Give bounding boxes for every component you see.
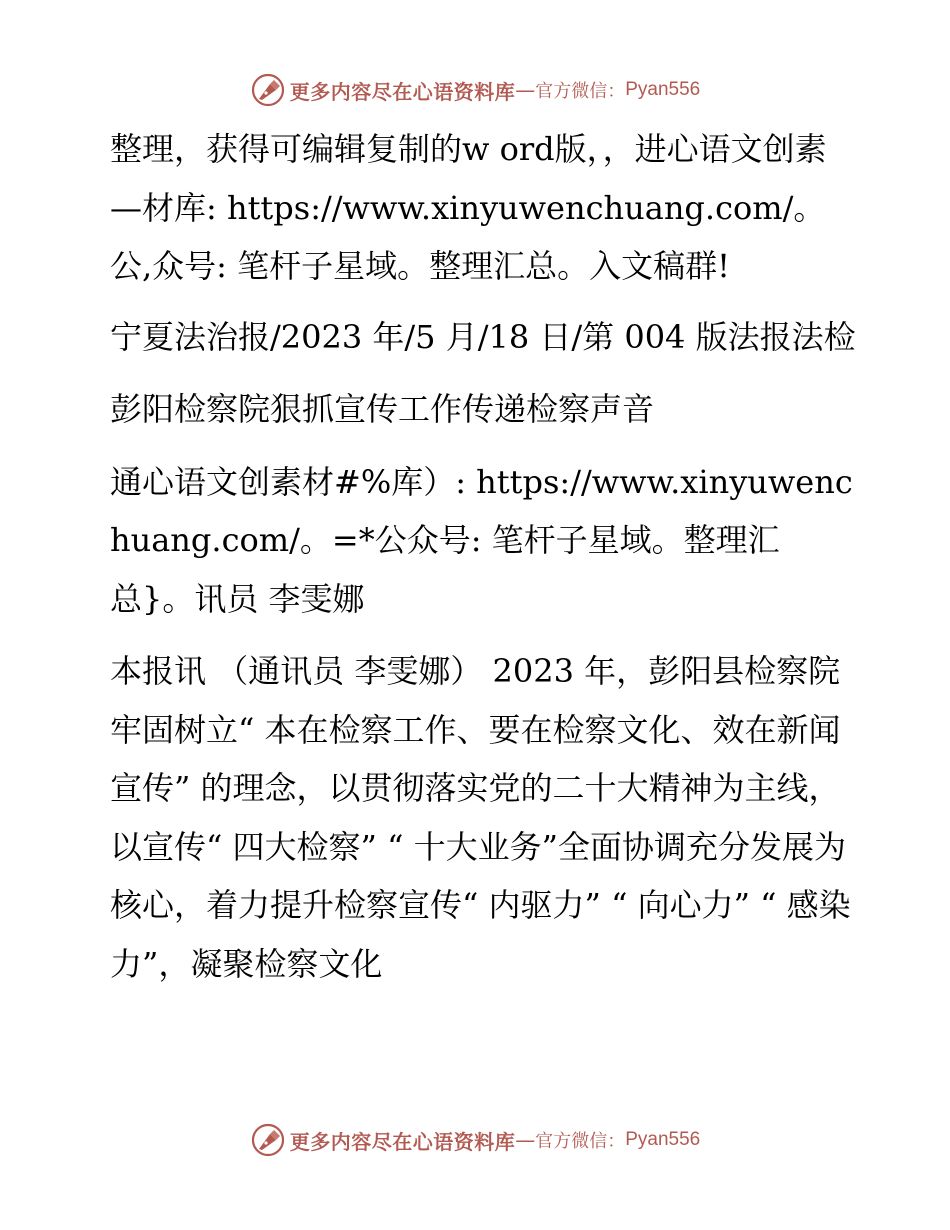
document-body [98, 120, 858, 993]
watermark-main-text: 更多内容尽在心语资料库 [289, 79, 516, 104]
pen-nib-logo-icon [250, 72, 286, 108]
watermark-handle: Pyan556 [625, 1129, 701, 1150]
watermark-sub-text: 官方微信： [535, 81, 626, 102]
watermark-dash: — [515, 78, 536, 102]
article-body: 本报讯 （通讯员 李雯娜） 2023 年，彭阳县检察院牢固树立“ 本在检察工作、要在检察文化、效在新闻宣传” 的理念，以贯彻落实党的二十大精神为主线，以宣传“ 四大检察” “ 十大业务”全面协调充分发展为核心，着力提升检察宣传“ 内驱力” “ 向心力” “ 感染力”，凝聚检察文化 [110, 652, 851, 983]
watermark-handle: Pyan556 [625, 79, 701, 100]
pen-nib-logo-icon [250, 1122, 286, 1158]
watermark-main-text: 更多内容尽在心语资料库 [289, 1129, 516, 1154]
intro-paragraph: 整理，获得可编辑复制的w ord版，，进心语文创素—材库: https://www.xinyuwenchuang.com/。公,众号: 笔杆子星域。整理汇总。入文稿群! [110, 130, 827, 285]
watermark-sub-text: 官方微信： [535, 1131, 626, 1152]
source-line: 宁夏法治报/2023 年/5 月/18 日/第 004 版法报法检 [110, 317, 856, 356]
header-watermark [0, 70, 950, 110]
watermark-dash: — [515, 1128, 536, 1152]
footer-watermark [0, 1120, 950, 1160]
article-title: 彭阳检察院狠抓宣传工作传递检察声音 [110, 390, 655, 428]
reporter-line: 通心语文创素材#%库）: https://www.xinyuwenchuang.com/。=*公众号: 笔杆子星域。整理汇总}。讯员 李雯娜 [110, 462, 853, 618]
